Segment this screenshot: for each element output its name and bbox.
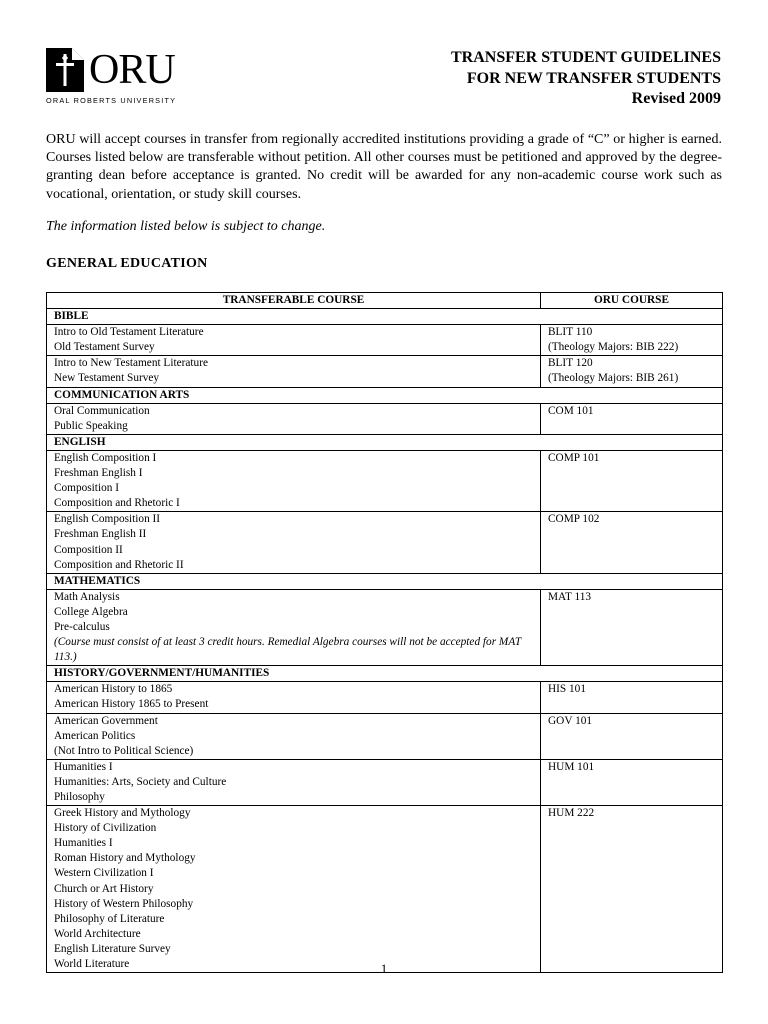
oru-course-code: (Theology Majors: BIB 261) <box>548 372 679 385</box>
category-row <box>47 434 723 450</box>
course-name: Roman History and Mythology <box>54 852 196 865</box>
section-heading: GENERAL EDUCATION <box>46 256 208 271</box>
course-name: Philosophy of Literature <box>54 912 165 925</box>
oru-course-code: HUM 222 <box>548 807 595 820</box>
transferable-courses-cell <box>47 512 541 573</box>
course-name: English Literature Survey <box>54 942 171 955</box>
oru-logo <box>46 44 196 108</box>
course-name: Humanities: Arts, Society and Culture <box>54 775 227 788</box>
table-row <box>47 325 723 356</box>
oru-course-cell <box>541 356 723 387</box>
course-name: English Composition II <box>54 513 161 526</box>
course-name: Composition I <box>54 482 119 495</box>
transferable-courses-cell <box>47 682 541 713</box>
course-name: Public Speaking <box>54 419 128 432</box>
oru-course-code: HUM 101 <box>548 760 595 773</box>
table-row <box>47 759 723 805</box>
course-name: World Architecture <box>54 927 141 940</box>
category-label: HISTORY/GOVERNMENT/HUMANITIES <box>47 666 723 682</box>
table-row <box>47 589 723 665</box>
table-row <box>47 512 723 573</box>
course-name: American History to 1865 <box>54 683 173 696</box>
oru-course-code: BLIT 110 <box>548 326 593 339</box>
table-row <box>47 356 723 387</box>
oru-course-cell <box>541 512 723 573</box>
category-row <box>47 666 723 682</box>
course-name: Pre-calculus <box>54 620 110 633</box>
course-name: History of Western Philosophy <box>54 897 194 910</box>
table-row <box>47 713 723 759</box>
course-name: Math Analysis <box>54 590 120 603</box>
logo-subtitle: ORAL ROBERTS UNIVERSITY <box>46 96 177 105</box>
transferable-courses-cell <box>47 806 541 973</box>
table-row <box>47 450 723 511</box>
oru-course-code: (Theology Majors: BIB 222) <box>548 341 679 354</box>
transferable-courses-cell <box>47 325 541 356</box>
oru-cross-logo-icon <box>46 48 84 92</box>
intro-paragraph: ORU will accept courses in transfer from regionally accredited institutions providing a grade of “C” or higher is earned. Courses listed below are transferable without petition. All other courses must be petitioned and approved by the degree-granting dean before acceptance is granted. No credit will be awarded for any non-academic course work such as vocational, orientation, or study skill courses. <box>46 132 722 202</box>
course-name: Composition II <box>54 543 123 556</box>
logo-text: ORU <box>89 47 175 93</box>
course-name: Composition and Rhetoric I <box>54 497 180 510</box>
course-name: Church or Art History <box>54 882 154 895</box>
course-name: Western Civilization I <box>54 867 154 880</box>
revised-date: Revised 2009 <box>631 90 721 107</box>
oru-course-code: MAT 113 <box>548 590 591 603</box>
oru-course-cell <box>541 589 723 665</box>
course-name: English Composition I <box>54 451 157 464</box>
document-title <box>451 48 721 110</box>
transferable-courses-cell <box>47 356 541 387</box>
course-name: American History 1865 to Present <box>54 698 209 711</box>
column-header-transferable: TRANSFERABLE COURSE <box>47 293 541 309</box>
transferable-courses-cell <box>47 759 541 805</box>
transferable-courses-cell <box>47 450 541 511</box>
course-name: College Algebra <box>54 605 128 618</box>
table-row <box>47 806 723 973</box>
course-name: Humanities I <box>54 837 113 850</box>
transferable-courses-cell <box>47 713 541 759</box>
category-row <box>47 573 723 589</box>
oru-course-code: COM 101 <box>548 404 594 417</box>
oru-course-code: BLIT 120 <box>548 357 593 370</box>
course-name: Old Testament Survey <box>54 341 155 354</box>
course-name: World Literature <box>54 958 130 971</box>
course-name: Humanities I <box>54 760 113 773</box>
table-row <box>47 682 723 713</box>
course-name: Freshman English I <box>54 467 143 480</box>
oru-course-cell <box>541 403 723 434</box>
transfer-course-table <box>46 292 723 973</box>
oru-course-cell <box>541 450 723 511</box>
transferable-courses-cell <box>47 403 541 434</box>
course-name: American Government <box>54 714 158 727</box>
course-name: New Testament Survey <box>54 372 160 385</box>
page-number: 1 <box>380 961 388 976</box>
oru-course-cell <box>541 806 723 973</box>
course-note: (Course must consist of at least 3 credit hours. Remedial Algebra courses will not be accepted for MAT 113.) <box>54 636 521 664</box>
category-row <box>47 387 723 403</box>
change-notice: The information listed below is subject to change. <box>46 219 326 234</box>
transferable-courses-cell <box>47 589 541 665</box>
oru-course-code: GOV 101 <box>548 714 593 727</box>
oru-course-cell <box>541 759 723 805</box>
table-header-row <box>47 293 723 309</box>
category-label: MATHEMATICS <box>47 573 723 589</box>
oru-course-cell <box>541 682 723 713</box>
category-label: COMMUNICATION ARTS <box>47 387 723 403</box>
column-header-oru: ORU COURSE <box>541 293 723 309</box>
course-name: History of Civilization <box>54 822 157 835</box>
oru-course-code: COMP 101 <box>548 451 600 464</box>
course-name: Intro to Old Testament Literature <box>54 326 204 339</box>
title-line-1: TRANSFER STUDENT GUIDELINES <box>451 49 721 66</box>
category-label: ENGLISH <box>47 434 723 450</box>
course-name: Philosophy <box>54 791 105 803</box>
oru-course-cell <box>541 713 723 759</box>
course-name: (Not Intro to Political Science) <box>54 744 194 757</box>
course-name: Intro to New Testament Literature <box>54 357 208 370</box>
table-row <box>47 403 723 434</box>
oru-course-code: HIS 101 <box>548 683 586 696</box>
course-name: Composition and Rhetoric II <box>54 558 184 571</box>
oru-course-cell <box>541 325 723 356</box>
table-body <box>47 309 723 973</box>
course-name: Greek History and Mythology <box>54 807 191 820</box>
course-name: American Politics <box>54 729 136 742</box>
category-label: BIBLE <box>47 309 723 325</box>
title-line-2: FOR NEW TRANSFER STUDENTS <box>466 69 721 87</box>
category-row <box>47 309 723 325</box>
oru-course-code: COMP 102 <box>548 513 600 526</box>
course-name: Oral Communication <box>54 404 150 417</box>
course-name: Freshman English II <box>54 528 147 541</box>
